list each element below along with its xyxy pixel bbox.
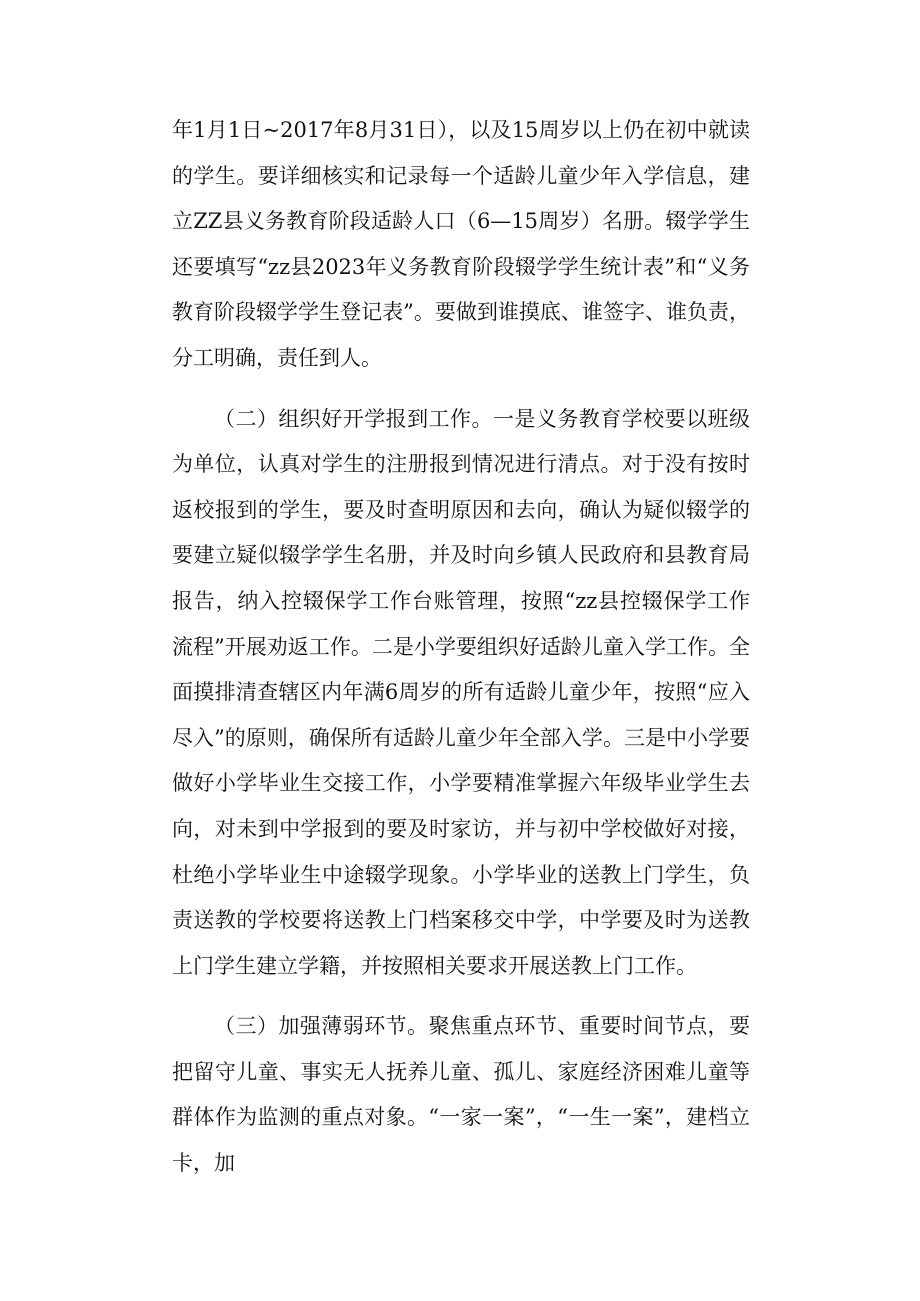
document-body [172, 108, 750, 1187]
paragraph-section-3: （三）加强薄弱环节。聚焦重点环节、重要时间节点，要把留守儿童、事实无人抚养儿童、孤儿、家庭经济困难儿童等群体作为监测的重点对象。“一家一案”，“一生一案”，建档立卡，加 [172, 1014, 750, 1176]
paragraph-continuation: 年1月1日~2017年8月31日），以及15周岁以上仍在初中就读的学生。要详细核实和记录每一个适龄儿童少年入学信息，建立ZZ县义务教育阶段适龄人口（6—15周岁）名册。辍学学生还要填写“zz县2023年义务教育阶段辍学学生统计表”和“义务教育阶段辍学学生登记表”。要做到谁摸底、谁签字、谁负责，分工明确，责任到人。 [172, 118, 750, 370]
paragraph-section-2: （二）组织好开学报到工作。一是义务教育学校要以班级为单位，认真对学生的注册报到情况进行清点。对于没有按时返校报到的学生，要及时查明原因和去向，确认为疑似辍学的要建立疑似辍学学生名册，并及时向乡镇人民政府和县教育局报告，纳入控辍保学工作台账管理，按照“zz县控辍保学工作流程”开展劝返工作。二是小学要组织好适龄儿童入学工作。全面摸排清查辖区内年满6周岁的所有适龄儿童少年，按照“应入尽入”的原则，确保所有适龄儿童少年全部入学。三是中小学要做好小学毕业生交接工作，小学要精准掌握六年级毕业学生去向，对未到中学报到的要及时家访，并与初中学校做好对接，杜绝小学毕业生中途辍学现象。小学毕业的送教上门学生，负责送教的学校要将送教上门档案移交中学，中学要及时为送教上门学生建立学籍，并按照相关要求开展送教上门工作。 [172, 406, 750, 978]
